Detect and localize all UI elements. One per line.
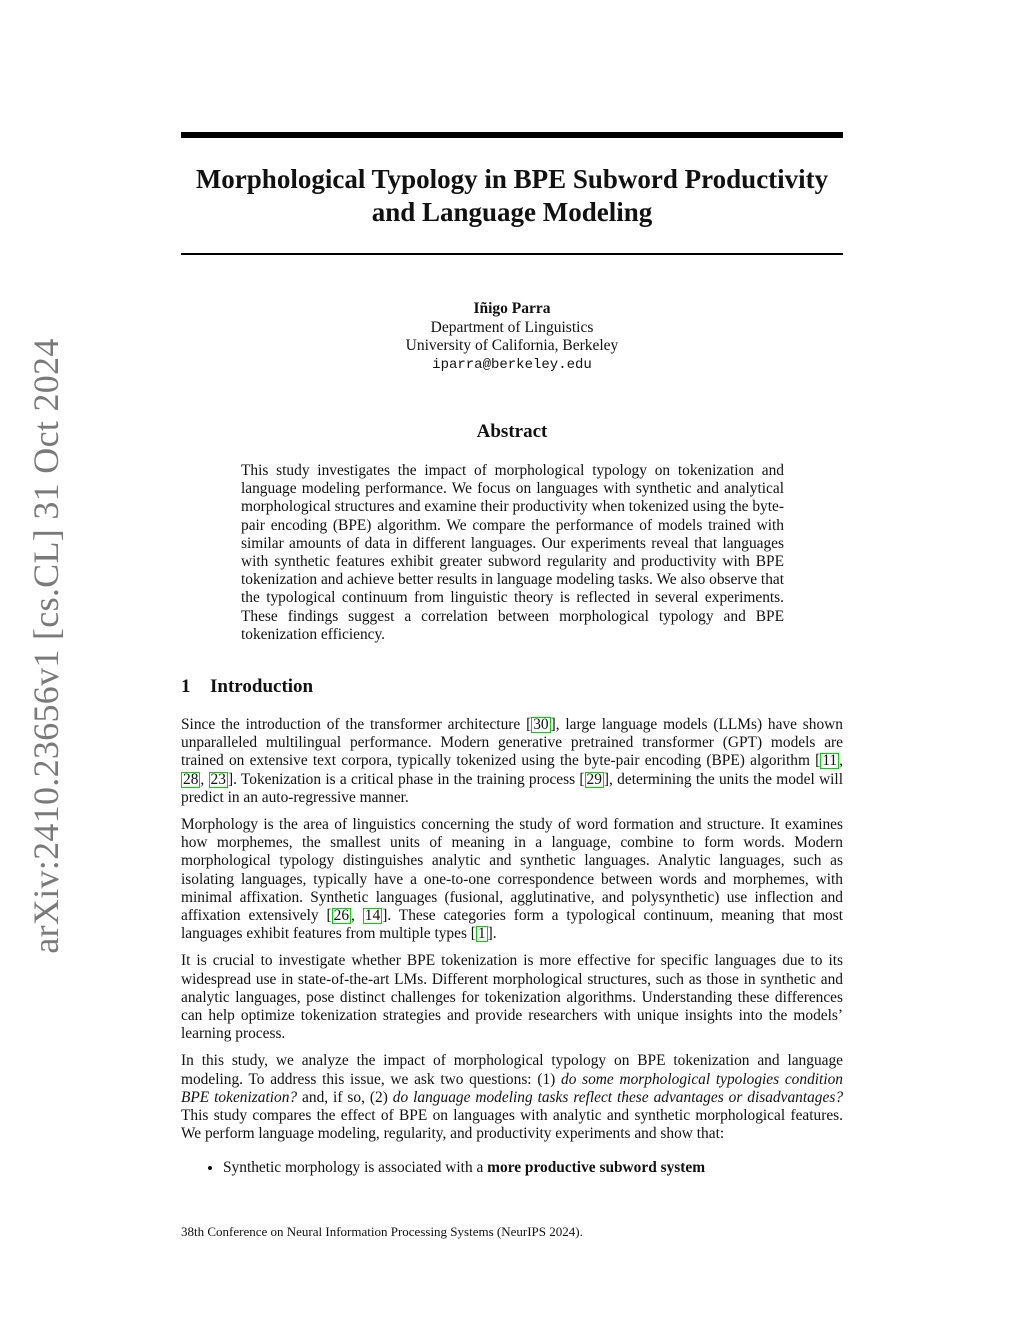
text-run: In this study, we analyze the impact of morphological typology on BPE tokenization and language modeling. To address this issue, we ask two questions: (1) — [181, 1052, 843, 1088]
text-run: , — [200, 770, 209, 788]
citation-link[interactable]: 23 — [210, 770, 226, 788]
paragraph-3: It is crucial to investigate whether BPE tokenization is more effective for specific languages due to its widespread use in state-of-the-art LMs. Different morphological structures, such as those in synthetic and analytic languages, pose distinct challenges for tokenization algorithms. Understanding these differences can help optimize tokenization strategies and provide researchers with unique insights into the models’ learning process. — [181, 952, 843, 1043]
section-title: Introduction — [210, 676, 314, 697]
abstract-text: This study investigates the impact of morphological typology on tokenization and language modeling performance. We focus on languages with synthetic and analytical morphological structures and examine their productivity when tokenized using the byte-pair encoding (BPE) algorithm. We compare the performance of models trained with similar amounts of data in different languages. Our experiments reveal that languages with synthetic features exhibit greater subword regularity and productivity with BPE tokenization and achieve better results in language modeling tasks. We also observe that the typological continuum from linguistic theory is reflected in several experiments. These findings suggest a correlation between morphological typology and BPE tokenization efficiency. — [241, 462, 784, 643]
title-line-1: Morphological Typology in BPE Subword Productivity — [195, 164, 829, 194]
text-run: ], determining the units the model will predict in an auto-regressive manner. — [181, 770, 843, 806]
arxiv-identifier-stamp: arXiv:2410.23656v1 [cs.CL] 31 Oct 2024 — [26, 338, 66, 954]
citation-link[interactable]: 26 — [333, 907, 350, 925]
text-run: ], large language models (LLMs) have shown unparalleled multilingual performance. Modern generative pretrained transformer (GPT) models are trained on extensive text corpora, typically tokenized using the byte-pair encoding (BPE) algorithm [ — [181, 716, 843, 770]
section-number: 1 — [181, 676, 191, 697]
author-block — [181, 300, 843, 374]
title-bottom-rule — [181, 253, 843, 255]
research-question-1: do some morphological typologies condition BPE tokenization? — [181, 1070, 843, 1106]
text-run: ]. Tokenization is a critical phase in the training process [ — [227, 770, 585, 788]
text-run: ]. These categories form a typological continuum, meaning that most languages exhibit features from multiple types [ — [181, 907, 843, 943]
citation-link[interactable]: 28 — [183, 770, 199, 788]
text-run: , — [351, 907, 363, 925]
abstract-heading: Abstract — [476, 421, 548, 442]
citation-link[interactable]: 14 — [364, 907, 381, 925]
title-top-rule — [181, 132, 843, 138]
author-email[interactable]: iparra@berkeley.edu — [432, 356, 592, 373]
text-run: Synthetic morphology is associated with a — [223, 1159, 488, 1177]
text-run: , — [839, 752, 843, 770]
bold-phrase: more productive subword system — [487, 1159, 706, 1177]
text-run: and, if so, (2) — [297, 1088, 393, 1106]
conference-footnote: 38th Conference on Neural Information Processing Systems (NeurIPS 2024). — [181, 1224, 583, 1239]
citation-link[interactable]: 11 — [822, 752, 838, 770]
citation-link[interactable]: 29 — [586, 770, 602, 788]
author-department: Department of Linguistics — [430, 318, 594, 336]
paragraph-1 — [181, 716, 843, 807]
research-question-2: do language modeling tasks reflect these advantages or disadvantages? — [392, 1088, 844, 1106]
text-run: This study compares the effect of BPE on languages with analytic and synthetic morphological features. We perform language modeling, regularity, and productivity experiments and show that: — [181, 1107, 843, 1143]
title-line-2: and Language Modeling — [371, 197, 653, 227]
author-name: Iñigo Parra — [473, 300, 551, 317]
citation-link[interactable]: 30 — [533, 716, 549, 733]
author-institution: University of California, Berkeley — [405, 337, 619, 354]
text-run: ]. — [487, 925, 497, 943]
paragraph-4 — [181, 1052, 843, 1143]
paper-title — [181, 163, 843, 229]
text-run: Morphology is the area of linguistics concerning the study of word formation and structure. It examines how morphemes, the smallest units of meaning in a language, combine to form words. Modern morphological typology distinguishes analytic and synthetic languages. Analytic languages, such as isolating languages, typically have a one-to-one correspondence between words and morphemes, with minimal affixation. Synthetic languages (fusional, agglutinative, and polysynthetic) use inflection and affixation extensively [ — [181, 816, 843, 925]
contributions-list — [181, 1159, 843, 1177]
text-run: Since the introduction of the transformer architecture [ — [181, 716, 532, 733]
introduction-body — [181, 716, 843, 1178]
citation-link[interactable]: 1 — [477, 925, 486, 943]
paragraph-2 — [181, 816, 843, 943]
list-item — [223, 1159, 843, 1177]
section-heading-introduction — [181, 676, 313, 698]
